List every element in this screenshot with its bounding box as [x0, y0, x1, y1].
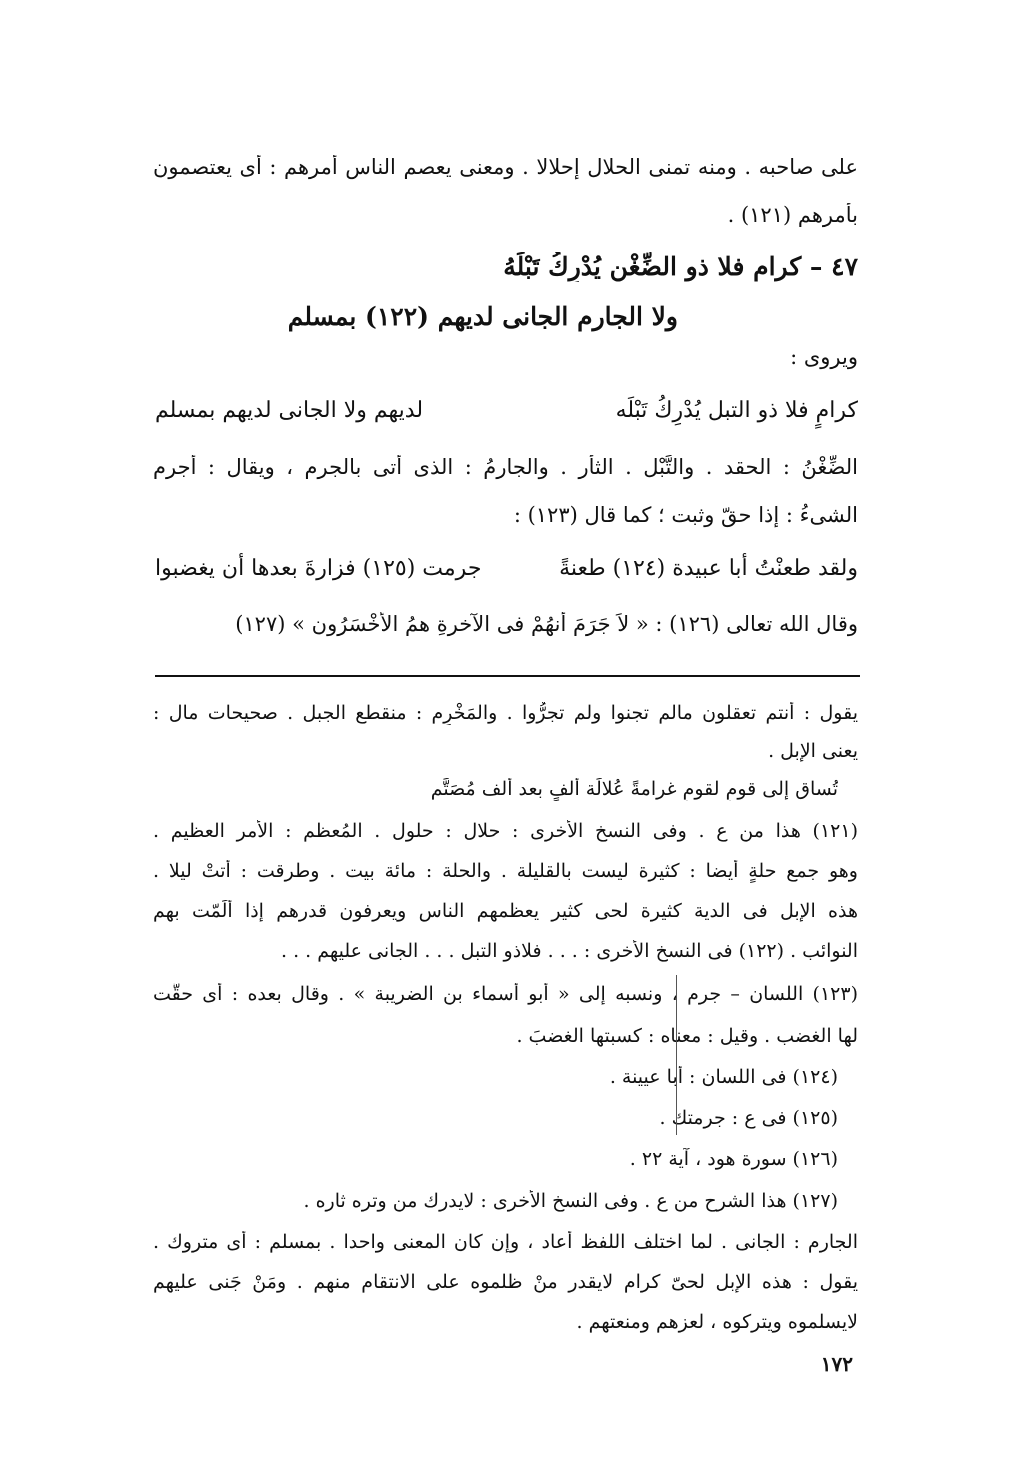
footnote-line: (١٢٤) فى اللسان : أبا عيينة .	[609, 1066, 838, 1088]
footnote-line: لها الغضب . وقيل : معناه : كسبتها الغضبَ .	[516, 1025, 858, 1047]
text-line: وقال الله تعالى (١٢٦) : « لاَ جَرَمَ أنهُمْ فى الآخرةِ همُ الأخْسَرُون » (١٢٧)	[235, 612, 858, 636]
footnote-line: (١٢٣) اللسان – جرم ، ونسبه إلى « أبو أسماء بن الضريبة » . وقال بعده : أى حقَّت	[153, 983, 858, 1005]
footnote-line: (١٢٧) هذا الشرح من ع . وفى النسخ الأخرى : لايدرك من وتره ثاره .	[303, 1190, 838, 1212]
scan-artifact-line	[676, 975, 677, 1135]
footnote-line: يقول : أنتم تعقلون مالم تجنوا ولم تجرُّوا . والمَخْرِم : منقطع الجبل . صحيحات مال :	[153, 702, 858, 724]
text-line: الضِّغْنُ : الحقد . والتَّبْل . الثأر . والجارمُ : الذى أتى بالجرم ، ويقال : أجرم	[153, 455, 858, 479]
footnote-line: يعنى الإبل .	[768, 740, 858, 762]
footnote-line: (١٢١) هذا من ع . وفى النسخ الأخرى : حلال : حلول . المُعظم : الأمر العظيم .	[153, 820, 858, 842]
verse-hemistich: ولقد طعنْتُ أبا عبيدة (١٢٤) طعنةً	[559, 556, 858, 581]
footnote-divider	[155, 675, 860, 677]
verse-hemistich: جرمت (١٢٥) فزارةَ بعدها أن يغضبوا	[155, 556, 482, 581]
footnote-line: لايسلموه ويتركوه ، لعزهم ومنعتهم .	[576, 1311, 858, 1333]
footnote-line: يقول : هذه الإبل لحىّ كرام لايقدر منْ ظلموه على الانتقام منهم . ومَنْ جَنى عليهم	[153, 1271, 858, 1293]
text-line: الشىءُ : إذا حقّ وثبت ؛ كما قال (١٢٣) :	[513, 503, 858, 527]
footnote-line: (١٢٦) سورة هود ، آية ٢٢ .	[629, 1148, 838, 1170]
footnote-line: وهو جمع حلةٍ أيضا : كثيرة ليست بالقليلة . والحلة : مائة بيت . وطرقت : أتتْ ليلا .	[153, 860, 858, 882]
verse-hemistich: كرامٍ فلا ذو التبل يُدْرِكُ تَبْلَه	[615, 398, 858, 423]
page-number: ١٧٢	[820, 1352, 853, 1376]
verse-line: ٤٧ – كرامٍ فلا ذو الضِّغْنِ يُدْرِكُ تَبْلَهُ	[503, 252, 858, 281]
verse-hemistich: لديهم ولا الجانى لديهم بمسلم	[155, 398, 424, 423]
footnote-line: هذه الإبل فى الدية كثيرة لحى كثير يعظمهم الناس ويعرفون قدرهم إذا ألَمّت بهم	[153, 900, 858, 922]
footnote-line: تُساق إلى قومٍ لقومٍ غرامةً عُلالَة ألفٍ بعد ألف مُصَتَّم	[430, 778, 838, 800]
verse-line: ولا الجارم الجانى لديهم (١٢٢) بمسلم	[287, 302, 678, 331]
text-line: ويروى :	[790, 345, 858, 369]
text-line: على صاحبه . ومنه تمنى الحلال إحلالا . ومعنى يعصم الناس أمرهم : أى يعتصمون	[153, 155, 858, 179]
footnote-line: النوائب . (١٢٢) فى النسخ الأخرى : . . . فلاذو التبل . . . الجانى عليهم . . .	[281, 940, 858, 962]
text-line: بأمرهم (١٢١) .	[727, 203, 858, 227]
footnote-line: (١٢٥) فى ع : جرمتك .	[659, 1107, 838, 1129]
footnote-line: الجارم : الجانى . لما اختلف اللفظ أعاد ، وإن كان المعنى واحدا . بمسلم : أى متروك .	[153, 1231, 858, 1253]
